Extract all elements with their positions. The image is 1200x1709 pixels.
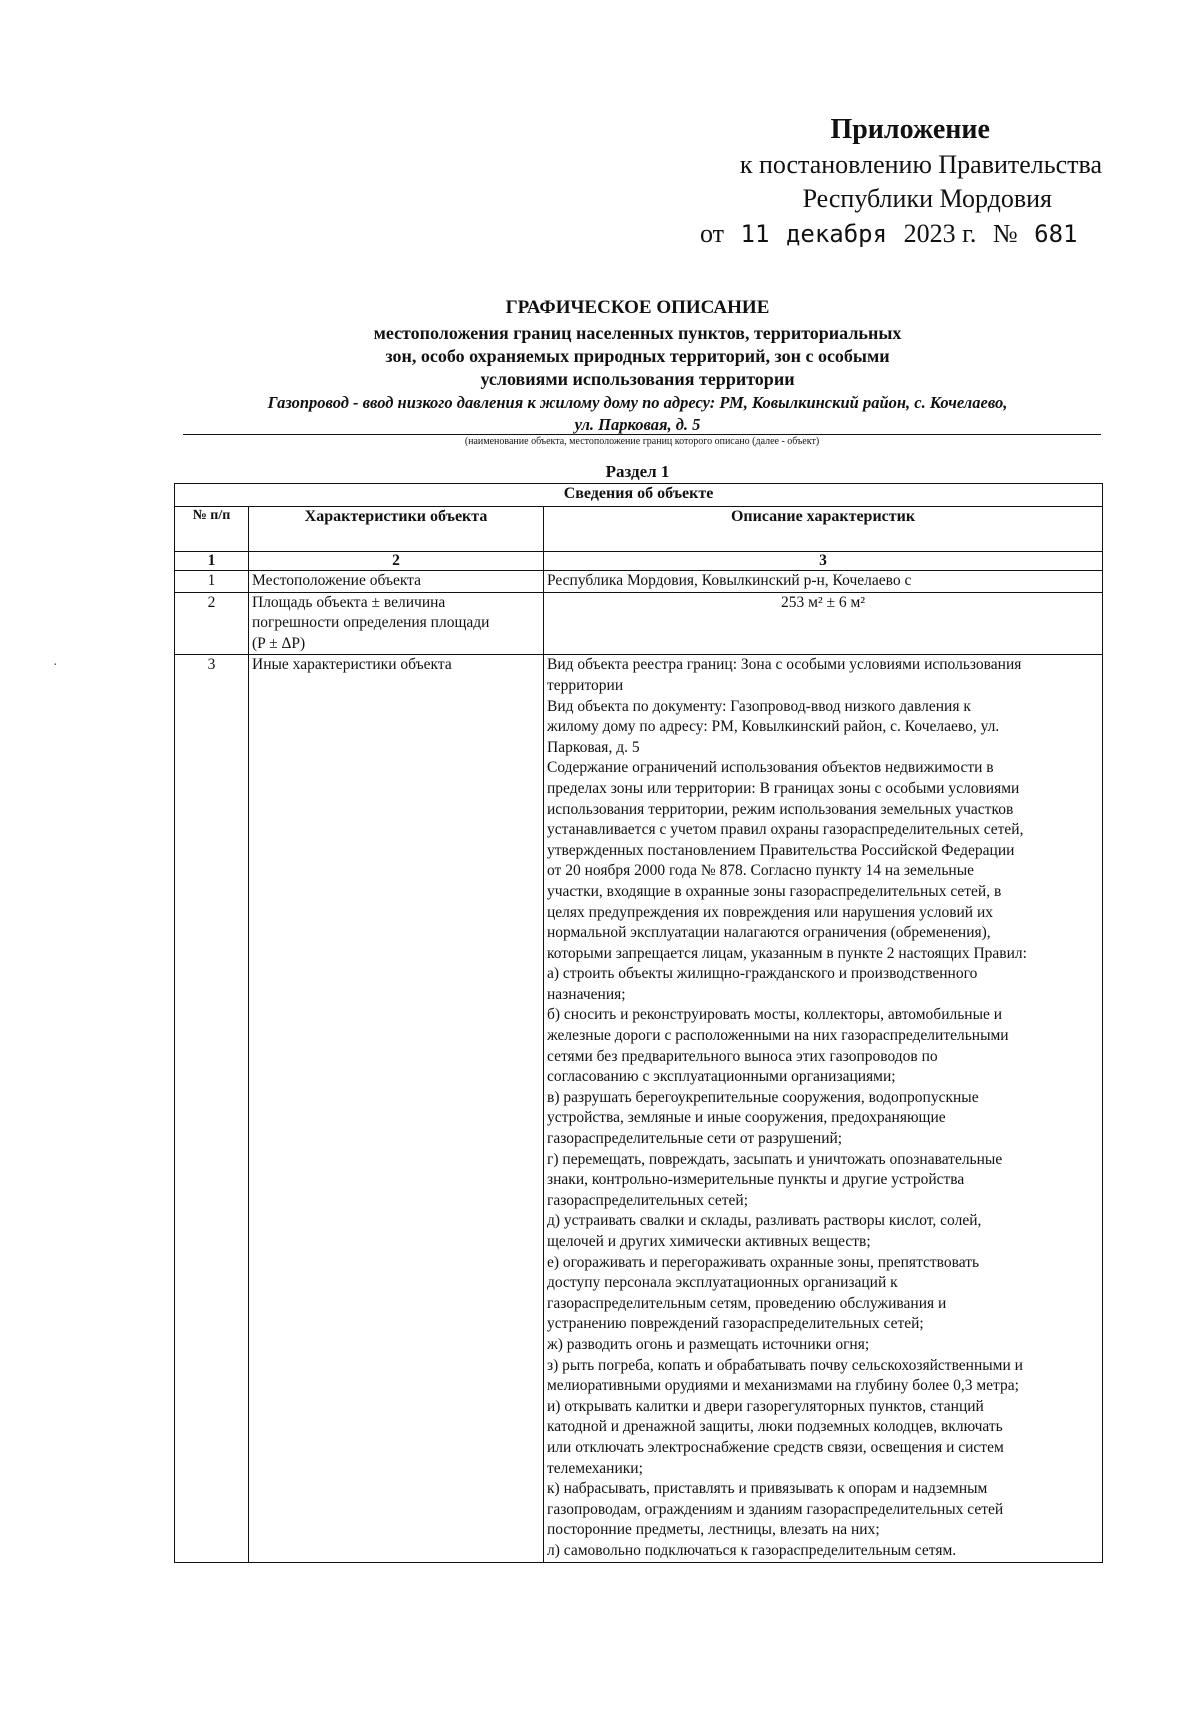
desc-line: доступу персонала эксплуатационных организаций к xyxy=(547,1274,898,1292)
desc-line: Вид объекта по документу: Газопровод-ввод низкого давления к xyxy=(547,697,971,715)
column-header-number: № п/п xyxy=(175,507,249,552)
row-characteristic xyxy=(249,571,544,593)
row-number: 3 xyxy=(175,655,249,1562)
desc-line: л) самовольно подключаться к газораспределительным сетям. xyxy=(547,1541,957,1559)
document-title: ГРАФИЧЕСКОЕ ОПИСАНИЕ xyxy=(505,297,770,318)
table-caption: Сведения об объекте xyxy=(175,484,1103,507)
desc-line: посторонние предметы, лестницы, влезать на них; xyxy=(547,1521,880,1539)
desc-line: д) устраивать свалки и склады, разливать растворы кислот, солей, xyxy=(547,1212,982,1230)
desc-line: которыми запрещается лицам, указанным в пункте 2 настоящих Правил: xyxy=(547,944,1027,962)
desc-line: пределах зоны или территории: В границах зоны с особыми условиями xyxy=(547,779,1020,797)
desc-line: Парковая, д. 5 xyxy=(547,738,640,756)
desc-line: знаки, контрольно-измерительные пункты и другие устройства xyxy=(547,1171,965,1189)
row-description xyxy=(544,655,1103,1562)
char-line: Площадь объекта ± величина xyxy=(252,593,446,611)
desc-line: нормальной эксплуатации налагаются ограничения (обременения), xyxy=(547,924,991,942)
desc-line: назначения; xyxy=(547,985,626,1003)
subtitle-line: зон, особо охраняемых природных территорий, зон с особыми xyxy=(385,346,890,366)
desc-line: устанавливается с учетом правил охраны газораспределительных сетей, xyxy=(547,821,1024,839)
row-description xyxy=(544,592,1103,655)
table-row xyxy=(175,592,1103,655)
desc-line: или отключать электроснабжение средств связи, освещения и систем xyxy=(547,1438,1004,1456)
date-year: 2023 г. xyxy=(903,219,977,248)
desc-line: и) открывать калитки и двери газорегуляторных пунктов, станций xyxy=(547,1397,984,1415)
column-number-3: 3 xyxy=(544,552,1103,571)
desc-line: устройства, земляные и иные сооружения, предохраняющие xyxy=(547,1109,946,1127)
appendix-title: Приложение xyxy=(830,114,990,145)
object-info-table xyxy=(174,483,1103,1563)
document-subtitle xyxy=(175,322,1100,391)
date-day: 11 xyxy=(740,220,770,248)
subtitle-line: условиями использования территории xyxy=(480,369,795,389)
desc-line: газораспределительных сетей; xyxy=(547,1191,749,1209)
desc-line: Содержание ограничений использования объектов недвижимости в xyxy=(547,759,994,777)
char-line: Местоположение объекта xyxy=(252,572,422,589)
scan-mark: · xyxy=(53,658,58,673)
desc-line: газораспределительным сетям, проведению обслуживания и xyxy=(547,1294,947,1312)
desc-line: использования территории, режим использования земельных участков xyxy=(547,800,1014,818)
desc-line: щелочей и других химически активных веществ; xyxy=(547,1233,871,1250)
date-prefix: от xyxy=(700,219,725,248)
object-caption: (наименование объекта, местоположение границ которого описано (далее - объект) xyxy=(464,436,820,447)
desc-line: к) набрасывать, приставлять и привязывать к опорам и надземным xyxy=(547,1480,988,1498)
table-row xyxy=(175,571,1103,593)
desc-line: ж) разводить огонь и размещать источники огня; xyxy=(547,1335,870,1353)
desc-line: Республика Мордовия, Ковылкинский р-н, Кочелаево с xyxy=(547,572,912,589)
appendix-block xyxy=(690,112,1110,252)
desc-line: устранению повреждений газораспределительных сетей; xyxy=(547,1315,924,1333)
char-line: Иные характеристики объекта xyxy=(252,656,452,674)
column-number-1: 1 xyxy=(175,552,249,571)
char-line: погрешности определения площади xyxy=(252,614,490,632)
desc-line: газопроводам, ограждениям и зданиям газораспределительных сетей xyxy=(547,1500,1004,1518)
appendix-date-line xyxy=(690,216,1110,252)
decree-number: 681 xyxy=(1034,220,1078,248)
row-number: 2 xyxy=(175,592,249,655)
appendix-line-1: к постановлению Правительства xyxy=(739,150,1102,179)
desc-line: территории xyxy=(547,676,624,694)
desc-line: участки, входящие в охранные зоны газораспределительных сетей, в xyxy=(547,882,1002,900)
desc-line: согласованию с эксплуатационными организациями; xyxy=(547,1068,896,1086)
table-row xyxy=(175,655,1103,1562)
desc-line: телемеханики; xyxy=(547,1459,643,1477)
row-characteristic xyxy=(249,592,544,655)
desc-line: б) сносить и реконструировать мосты, коллекторы, автомобильные и xyxy=(547,1006,1003,1024)
desc-line: целях предупреждения их повреждения или нарушения условий их xyxy=(547,903,994,921)
column-header-description: Описание характеристик xyxy=(544,507,1103,552)
row-description xyxy=(544,571,1103,593)
desc-line: утвержденных постановлением Правительства Российской Федерации xyxy=(547,841,1015,859)
desc-line: от 20 ноября 2000 года № 878. Согласно пункту 14 на земельные xyxy=(547,862,974,880)
column-number-2: 2 xyxy=(249,552,544,571)
number-sign: № xyxy=(992,219,1018,248)
desc-line: 253 м² ± 6 м² xyxy=(781,593,865,611)
desc-line: а) строить объекты жилищно-гражданского и производственного xyxy=(547,965,978,983)
desc-line: сетями без предварительного выноса этих газопроводов по xyxy=(547,1047,938,1065)
object-name xyxy=(175,392,1100,436)
row-characteristic xyxy=(249,655,544,1562)
appendix-line-2: Республики Мордовия xyxy=(802,184,1052,213)
desc-line: катодной и дренажной защиты, люки подземных колодцев, включать xyxy=(547,1418,1003,1436)
desc-line: г) перемещать, повреждать, засыпать и уничтожать опознавательные xyxy=(547,1150,1003,1168)
char-line: (P ± ΔP) xyxy=(252,634,306,652)
desc-line: железные дороги с расположенными на них газораспределительными xyxy=(547,1027,1009,1045)
desc-line: Вид объекта реестра границ: Зона с особыми условиями использования xyxy=(547,656,1022,674)
column-header-characteristic: Характеристики объекта xyxy=(249,507,544,552)
section-title: Раздел 1 xyxy=(605,462,670,481)
object-name-line: ул. Парковая, д. 5 xyxy=(574,415,701,434)
date-month: декабря xyxy=(785,220,888,248)
desc-line: в) разрушать берегоукрепительные сооружения, водопропускные xyxy=(547,1088,979,1106)
row-number: 1 xyxy=(175,571,249,593)
subtitle-line: местоположения границ населенных пунктов, территориальных xyxy=(373,323,902,343)
desc-line: е) огораживать и перегораживать охранные зоны, препятствовать xyxy=(547,1253,980,1271)
desc-line: жилому дому по адресу: РМ, Ковылкинский район, с. Кочелаево, ул. xyxy=(547,718,1000,736)
desc-line: з) рыть погреба, копать и обрабатывать почву сельскохозяйственными и xyxy=(547,1356,1023,1374)
object-name-line: Газопровод - ввод низкого давления к жилому дому по адресу: РМ, Ковылкинский район, с. Кочелаево, xyxy=(267,393,1008,412)
desc-line: мелиоративными орудиями и механизмами на глубину более 0,3 метра; xyxy=(547,1377,1019,1395)
desc-line: газораспределительные сети от разрушений; xyxy=(547,1130,843,1148)
